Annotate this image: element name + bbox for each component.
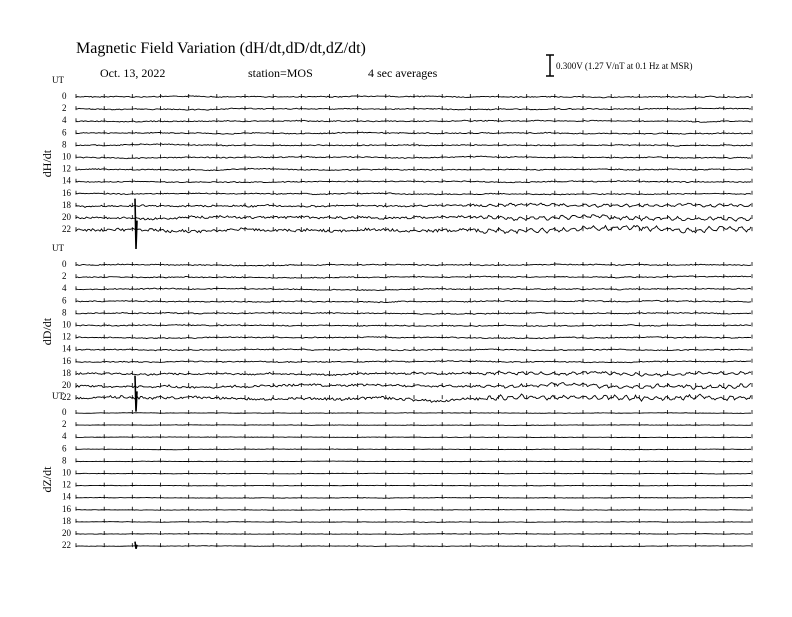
hour-label: 20 xyxy=(62,528,71,538)
hour-label: 22 xyxy=(62,540,71,551)
hour-ticks xyxy=(76,531,752,535)
trace-line xyxy=(76,193,751,195)
hour-label: 8 xyxy=(62,307,67,318)
trace-line xyxy=(76,168,751,170)
ut-label: UT xyxy=(52,75,64,85)
chart-station: station=MOS xyxy=(248,66,313,80)
trace-line xyxy=(76,522,751,523)
hour-label: 14 xyxy=(62,491,71,502)
trace-line xyxy=(76,181,751,183)
trace-line xyxy=(76,371,751,377)
trace-line xyxy=(76,226,751,234)
hour-label: 6 xyxy=(62,443,67,454)
trace-line xyxy=(76,473,751,474)
chart-averaging: 4 sec averages xyxy=(368,66,438,80)
trace-line xyxy=(76,203,751,207)
hour-label: 22 xyxy=(62,392,71,403)
hour-label: 0 xyxy=(62,91,67,101)
hour-label: 16 xyxy=(62,187,71,198)
hour-label: 16 xyxy=(62,355,71,366)
trace-line xyxy=(76,132,751,134)
hour-label: 18 xyxy=(62,515,71,526)
trace-line xyxy=(76,325,751,327)
hour-label: 10 xyxy=(62,319,71,330)
scale-label: 0.300V (1.27 V/nT at 0.1 Hz at MSR) xyxy=(556,61,693,71)
trace-line xyxy=(76,509,751,510)
hour-label: 4 xyxy=(62,115,67,126)
trace-line xyxy=(76,413,751,414)
scale-bar xyxy=(546,55,693,76)
trace-line xyxy=(76,276,751,278)
trace-line xyxy=(76,497,751,498)
ut-label: UT xyxy=(52,243,64,253)
trace-line xyxy=(76,215,751,221)
hour-label: 22 xyxy=(62,224,71,235)
trace-line xyxy=(76,449,751,450)
panel-ylabel: dZ/dt xyxy=(40,466,54,493)
event-spike xyxy=(135,542,137,549)
ut-label: UT xyxy=(52,391,64,401)
trace-line xyxy=(76,394,751,402)
hour-label: 2 xyxy=(62,271,67,282)
panel-ylabel: dD/dt xyxy=(40,317,54,346)
hour-label: 18 xyxy=(62,199,71,210)
trace-line xyxy=(76,156,751,159)
trace-line xyxy=(76,288,751,290)
trace-line xyxy=(76,485,751,486)
hour-label: 20 xyxy=(62,380,71,390)
trace-line xyxy=(76,437,751,438)
trace-line xyxy=(76,383,751,390)
hour-label: 2 xyxy=(62,103,67,114)
panel-dD-dt xyxy=(40,243,752,412)
trace-panels xyxy=(40,75,752,550)
trace-line xyxy=(76,144,751,146)
chart-title: Magnetic Field Variation (dH/dt,dD/dt,dZ/dt) xyxy=(76,40,366,57)
hour-label: 0 xyxy=(62,259,67,269)
trace-line xyxy=(76,546,751,547)
trace-line xyxy=(76,337,751,339)
hour-label: 10 xyxy=(62,467,71,478)
event-spike xyxy=(135,376,137,412)
hour-label: 10 xyxy=(62,151,71,162)
trace-line xyxy=(76,312,751,314)
hour-label: 16 xyxy=(62,503,71,514)
trace-line xyxy=(76,534,751,535)
hour-label: 6 xyxy=(62,295,67,306)
hour-label: 4 xyxy=(62,283,67,294)
hour-label: 14 xyxy=(62,343,71,354)
hour-label: 8 xyxy=(62,455,67,466)
hour-ticks xyxy=(76,359,752,363)
panel-dZ-dt xyxy=(40,391,752,550)
trace-line xyxy=(76,425,751,426)
panel-ylabel: dH/dt xyxy=(40,149,54,178)
hour-label: 0 xyxy=(62,407,67,417)
trace-line xyxy=(76,300,751,302)
trace-line xyxy=(76,264,751,266)
hour-label: 14 xyxy=(62,175,71,186)
hour-label: 6 xyxy=(62,127,67,138)
hour-label: 12 xyxy=(62,331,71,342)
panel-dH-dt xyxy=(40,75,752,249)
trace-line xyxy=(76,96,751,98)
hour-label: 12 xyxy=(62,163,71,174)
trace-line xyxy=(76,461,751,462)
hour-label: 2 xyxy=(62,419,67,430)
trace-line xyxy=(76,361,751,363)
chart-date: Oct. 13, 2022 xyxy=(100,66,166,80)
hour-label: 4 xyxy=(62,431,67,442)
trace-line xyxy=(76,120,751,122)
hour-label: 12 xyxy=(62,479,71,490)
trace-line xyxy=(76,108,751,110)
hour-label: 8 xyxy=(62,139,67,150)
trace-line xyxy=(76,349,751,351)
hour-label: 18 xyxy=(62,367,71,378)
hour-label: 20 xyxy=(62,212,71,222)
